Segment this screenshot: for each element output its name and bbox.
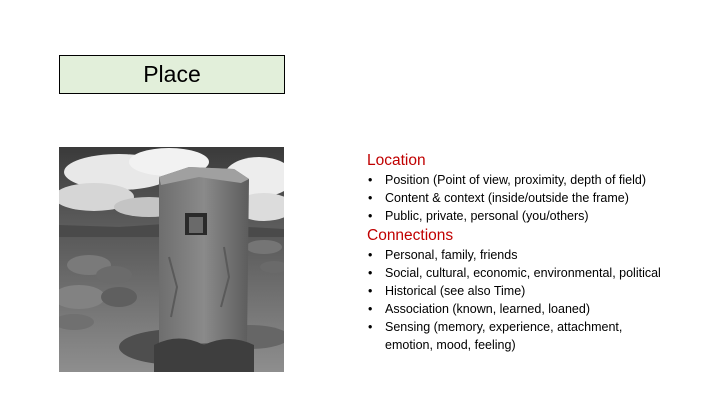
bullet-icon: • [368,302,373,316]
list-item: • Personal, family, friends [368,248,518,262]
bullet-icon: • [368,320,373,334]
location-list [367,171,712,225]
section-heading-location: Location [367,152,426,169]
content-list [367,151,712,354]
bullet-icon: • [368,284,373,298]
list-item: • Position (Point of view, proximity, depth of field) [368,173,646,187]
connections-list [367,246,712,354]
bullet-icon: • [368,173,373,187]
standing-stone-photo [59,147,284,372]
list-item: • Public, private, personal (you/others) [368,209,589,223]
bullet-icon: • [368,266,373,280]
list-item: • Historical (see also Time) [368,284,526,298]
slide-title: Place [59,55,285,94]
list-item: • Association (known, learned, loaned) [368,302,590,316]
standing-stone-photo-icon [59,147,284,372]
bullet-icon: • [368,209,373,223]
list-item: • Social, cultural, economic, environmental, political [368,266,661,280]
section-heading-connections: Connections [367,227,454,244]
bullet-icon: • [368,191,373,205]
bullet-icon: • [368,248,373,262]
list-item: • Content & context (inside/outside the frame) [368,191,629,205]
list-item: • Sensing (memory, experience, attachment, emotion, mood, feeling) [368,320,623,352]
